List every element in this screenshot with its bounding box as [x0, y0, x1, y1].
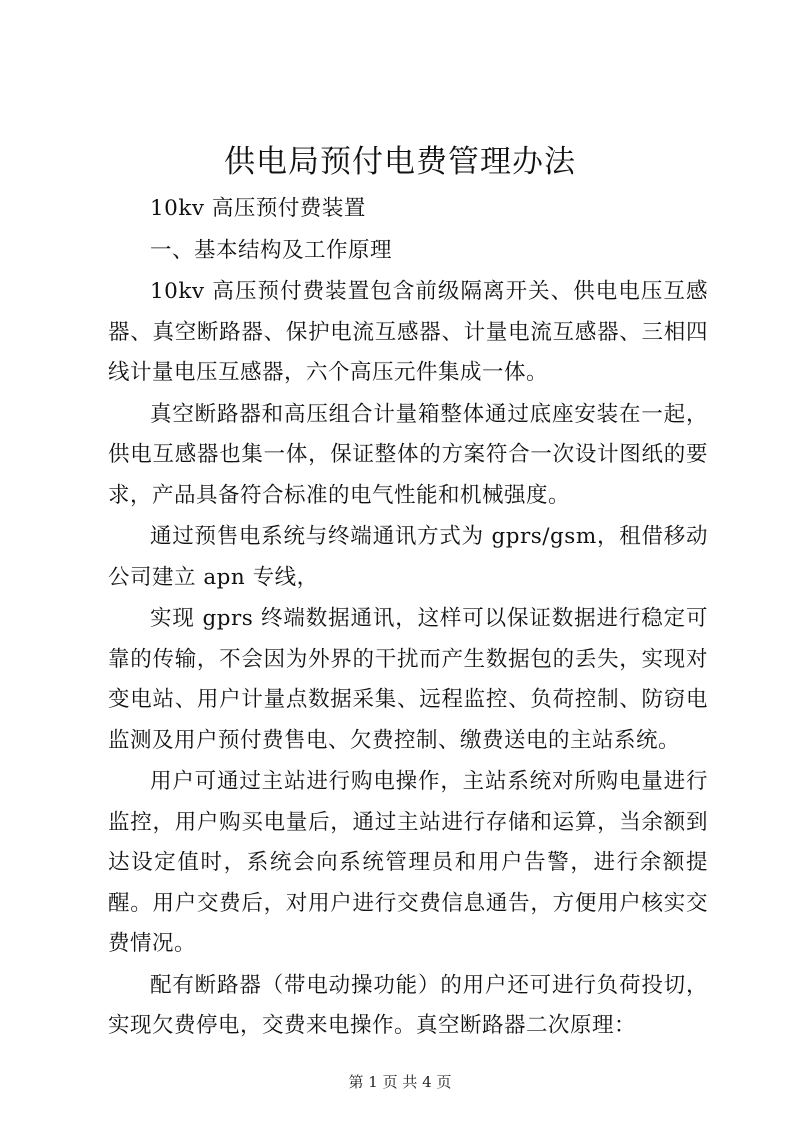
- page-footer: 第 1 页 共 4 页: [348, 1073, 452, 1091]
- paragraph: 真空断路器和高压组合计量箱整体通过底座安装在一起，供电互感器也集一体，保证整体的方案符合一次设计图纸的要求，产品具备符合标准的电气性能和机械强度。: [108, 401, 708, 508]
- paragraph: 实现 gprs 终端数据通讯，这样可以保证数据进行稳定可靠的传输，不会因为外界的干扰而产生数据包的丢失，实现对变电站、用户计量点数据采集、远程监控、负荷控制、防窃电监测及用户预付费售电、欠费控制、缴费送电的主站系统。: [108, 606, 708, 753]
- paragraph: 用户可通过主站进行购电操作，主站系统对所购电量进行监控，用户购买电量后，通过主站进行存储和运算，当余额到达设定值时，系统会向系统管理员和用户告警，进行余额提醒。用户交费后，对用户进行交费信息通告，方便用户核实交费情况。: [108, 769, 708, 956]
- paragraph: 10kv 高压预付费装置包含前级隔离开关、供电电压互感器、真空断路器、保护电流互感器、计量电流互感器、三相四线计量电压互感器，六个高压元件集成一体。: [108, 279, 708, 385]
- paragraph: 配有断路器（带电动操功能）的用户还可进行负荷投切，实现欠费停电，交费来电操作。真空断路器二次原理：: [108, 972, 708, 1038]
- paragraph: 10kv 高压预付费装置: [150, 196, 366, 221]
- document-title: 供电局预付电费管理办法: [224, 144, 576, 180]
- document-body: [108, 189, 708, 1048]
- paragraph: 通过预售电系统与终端通讯方式为 gprs/gsm，租借移动公司建立 apn 专线，: [108, 524, 708, 590]
- section-heading: 一、基本结构及工作原理: [150, 237, 393, 263]
